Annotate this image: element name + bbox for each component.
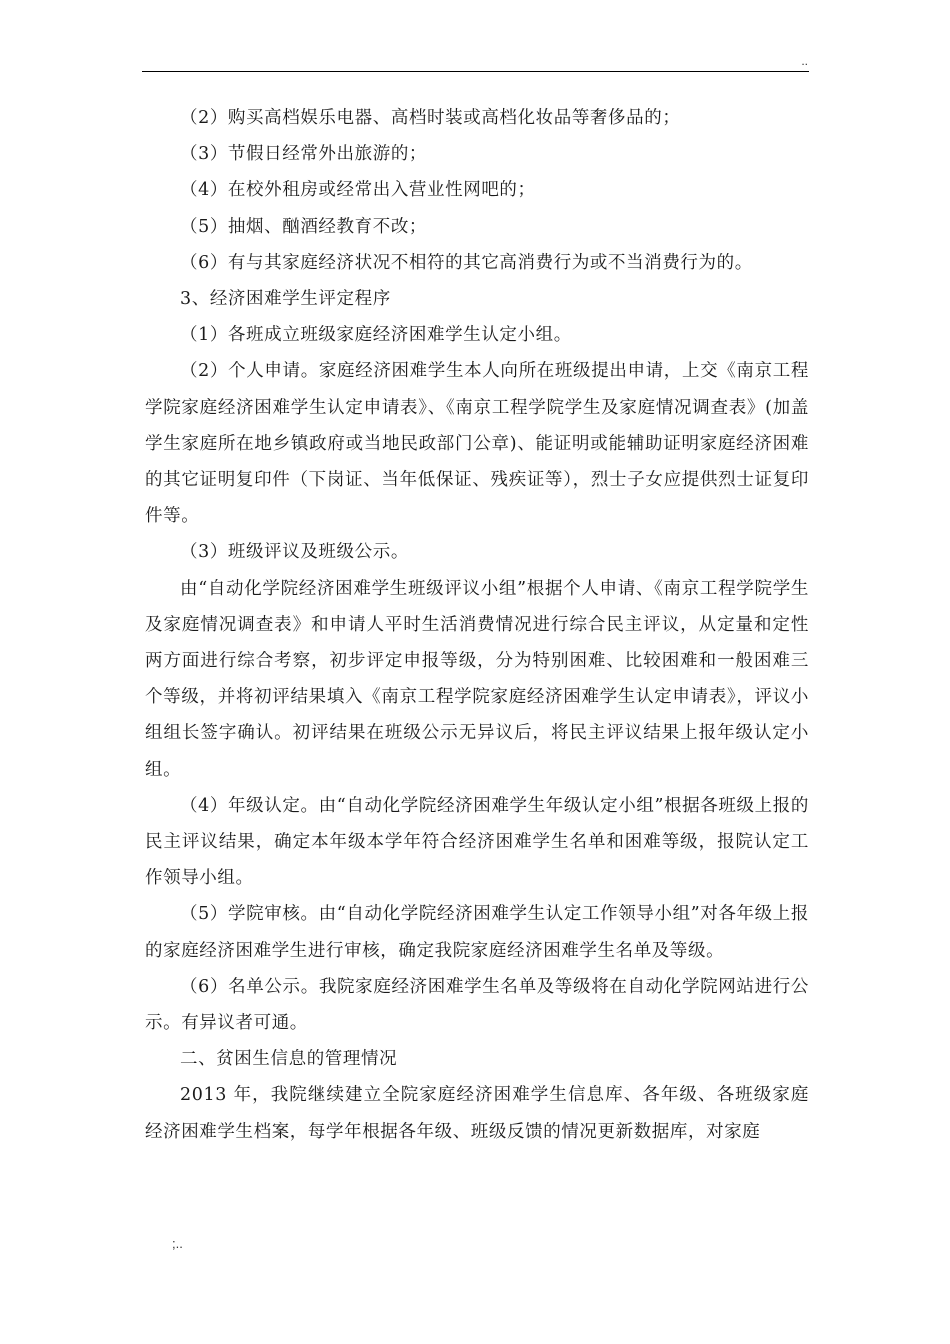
footer-mark: ;.. <box>172 1236 183 1251</box>
header-mark: .. <box>801 54 808 68</box>
header-rule <box>142 71 809 72</box>
section-heading-management: 二、贫困生信息的管理情况 <box>180 1049 398 1070</box>
paragraph-item-2: （2）购买高档娱乐电器、高档时装或高档化妆品等奢侈品的； <box>180 108 681 128</box>
procedure-step-6: （6）名单公示。我院家庭经济困难学生名单及等级将在自动化学院网站进行公示。有异议者可通。 <box>145 976 809 1034</box>
paragraph-item-5: （5）抽烟、酗酒经教育不改； <box>180 216 428 237</box>
procedure-step-3-detail: 由“自动化学院经济困难学生班级评议小组”根据个人申请、《南京工程学院学生及家庭情况调查表》和申请人平时生活消费情况进行综合民主评议，从定量和定性两方面进行综合考察，初步评定申报等级，分为特别困难、比较困难和一般困难三个等级，并将初评结果填入《南京工程学院家庭经济困难学生认定申请表》，评议小组组长签字确认。初评结果在班级公示无异议后，将民主评议结果上报年级认定小组。 <box>145 578 809 780</box>
document-body <box>145 100 809 1150</box>
procedure-step-4: （4）年级认定。由“自动化学院经济困难学生年级认定小组”根据各班级上报的民主评议结果，确定本年级本学年符合经济困难学生名单和困难等级，报院认定工作领导小组。 <box>145 795 809 889</box>
procedure-step-3: （3）班级评议及班级公示。 <box>180 542 409 563</box>
paragraph-item-6: （6）有与其家庭经济状况不相符的其它高消费行为或不当消费行为的。 <box>180 252 753 273</box>
procedure-step-2: （2）个人申请。家庭经济困难学生本人向所在班级提出申请，上交《南京工程学院家庭经济困难学生认定申请表》、《南京工程学院学生及家庭情况调查表》(加盖学生家庭所在地乡镇政府或当地民政部门公章)、能证明或能辅助证明家庭经济困难的其它证明复印件（下岗证、当年低保证、残疾证等），烈士子女应提供烈士证复印件等。 <box>145 361 809 527</box>
procedure-step-5: （5）学院审核。由“自动化学院经济困难学生认定工作领导小组”对各年级上报的家庭经济困难学生进行审核，确定我院家庭经济困难学生名单及等级。 <box>145 904 809 961</box>
paragraph-item-4: （4）在校外租房或经常出入营业性网吧的； <box>180 180 536 201</box>
section-heading-procedure: 3、经济困难学生评定程序 <box>180 289 391 310</box>
management-paragraph: 2013 年，我院继续建立全院家庭经济困难学生信息库、各年级、各班级家庭经济困难学生档案，每学年根据各年级、班级反馈的情况更新数据库，对家庭 <box>145 1085 809 1142</box>
paragraph-item-3: （3）节假日经常外出旅游的； <box>180 144 428 165</box>
procedure-step-1: （1）各班成立班级家庭经济困难学生认定小组。 <box>180 325 572 346</box>
